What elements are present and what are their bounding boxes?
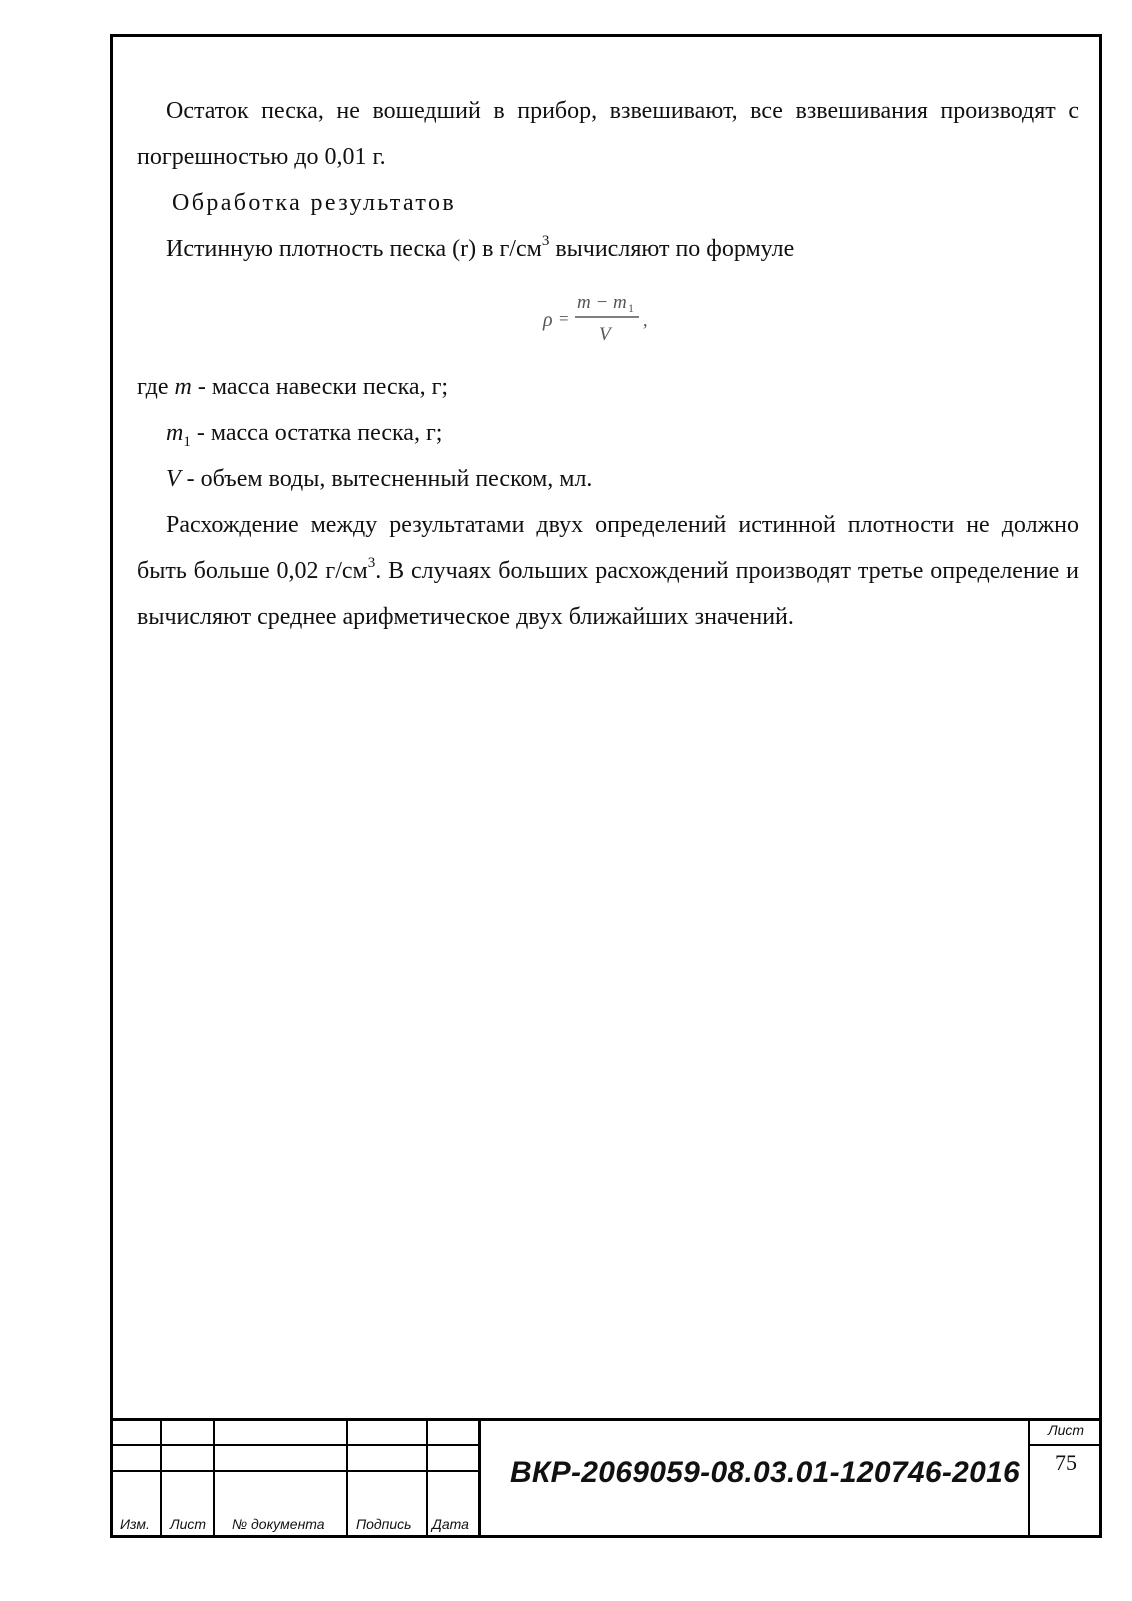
caption-revision: Изм.	[120, 1516, 150, 1532]
grid-col-line-2	[213, 1418, 215, 1538]
grid-col-line-1	[160, 1418, 162, 1538]
density-intro-text: Истинную плотность песка (r) в г/см	[166, 236, 542, 262]
grid-row-line-2	[110, 1470, 480, 1472]
definition-m1	[137, 410, 1079, 456]
discrepancy-tail: . В случаях больших расхождений производят третье определение и вычисляют среднее арифметическое двух ближайших значений.	[137, 558, 1080, 630]
caption-sheet: Лист	[170, 1516, 207, 1532]
caption-date: Дата	[432, 1516, 469, 1532]
title-block	[110, 1418, 1102, 1538]
var-v: V	[166, 466, 181, 492]
grid-col-line-4	[426, 1418, 428, 1538]
grid-col-line-5	[478, 1418, 481, 1538]
paragraph-sand-residue: Остаток песка, не вошедший в прибор, взвешивают, все взвешивания производят с погрешностью до 0,01 г.	[137, 98, 1079, 170]
formula-numerator-subscript: 1	[628, 301, 634, 315]
sheet-cell-divider	[1028, 1444, 1102, 1446]
definition-m1-text: - масса остатка песка, г;	[190, 420, 443, 446]
density-intro-tail: вычисляют по формуле	[549, 236, 795, 262]
document-number: ВКР-2069059-08.03.01-120746-2016	[509, 1456, 1021, 1489]
formula-denominator: V	[599, 324, 611, 345]
page-content	[137, 88, 1079, 640]
paragraph-discrepancy	[137, 502, 1079, 640]
caption-document-no: № документа	[232, 1516, 325, 1532]
grid-col-line-3	[346, 1418, 348, 1538]
discrepancy-cm3-superscript: 3	[367, 555, 376, 571]
formula-rho: ρ	[543, 309, 553, 331]
definition-v-text: - объем воды, вытесненный песком, мл.	[180, 466, 593, 492]
section-heading: Обработка результатов	[172, 190, 457, 216]
density-formula	[137, 276, 1079, 358]
cm3-superscript: 3	[541, 233, 550, 249]
paragraph-density-intro	[137, 226, 1079, 272]
grid-row-line-1	[110, 1444, 480, 1446]
formula-numerator: m − m	[577, 292, 627, 313]
definition-v	[137, 456, 1079, 502]
caption-signature: Подпись	[356, 1516, 412, 1532]
definition-m	[137, 364, 1079, 410]
sheet-number: 75	[1055, 1450, 1077, 1475]
variable-definitions	[137, 364, 1079, 502]
var-m1-subscript: 1	[183, 433, 191, 450]
formula-comma: ,	[643, 310, 648, 330]
var-m: m	[174, 374, 192, 400]
var-m1: m	[166, 420, 184, 446]
formula-equals: =	[559, 309, 569, 328]
formula-graphic	[537, 286, 677, 356]
definition-m-text: - масса навески песка, г;	[191, 374, 449, 400]
discrepancy-text: Расхождение между результатами двух определений истинной плотности не должно быть больше 0,02 г/см	[137, 512, 1079, 584]
definition-prefix: где	[137, 374, 175, 400]
title-block-top-border	[110, 1418, 1102, 1421]
sheet-label: Лист	[1047, 1422, 1085, 1438]
